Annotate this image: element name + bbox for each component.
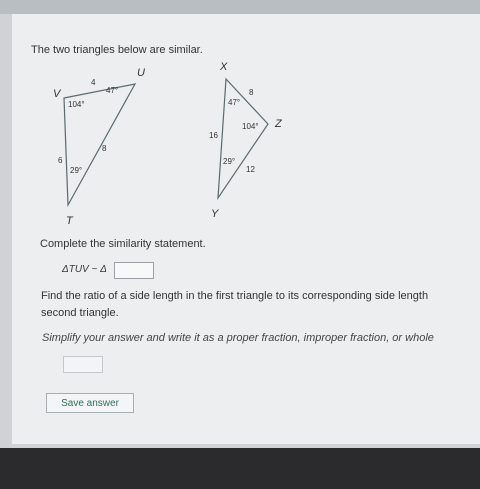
triangle-xyz <box>218 79 268 198</box>
side-yz: 12 <box>246 165 255 174</box>
vertex-t: T <box>66 215 73 227</box>
question-prompt: The two triangles below are similar. <box>31 44 203 56</box>
angle-z: 104° <box>242 122 259 131</box>
vertex-v: V <box>53 88 61 100</box>
angle-u: 47° <box>106 86 119 95</box>
save-answer-button[interactable]: Save answer <box>46 393 134 413</box>
angle-v: 104° <box>68 100 85 109</box>
ratio-instruction-line2: second triangle. <box>41 307 119 319</box>
angle-y: 29° <box>223 157 236 166</box>
angle-x: 47° <box>228 98 241 107</box>
complete-label: Complete the similarity statement. <box>40 238 206 250</box>
vertex-y: Y <box>211 208 219 220</box>
angle-t: 29° <box>70 166 83 175</box>
side-xz: 8 <box>249 88 254 97</box>
vertex-z: Z <box>275 118 282 130</box>
simplify-instruction: Simplify your answer and write it as a proper fraction, improper fraction, or whole <box>42 332 434 344</box>
side-ut: 8 <box>102 144 107 153</box>
side-xy: 16 <box>209 131 218 140</box>
ratio-instruction-line1: Find the ratio of a side length in the first triangle to its corresponding side length <box>41 290 429 302</box>
similarity-statement: ΔTUV ~ Δ <box>62 264 107 275</box>
similarity-answer-input[interactable] <box>114 262 154 279</box>
vertex-x: X <box>220 61 228 73</box>
ratio-answer-input[interactable] <box>63 356 103 373</box>
vertex-u: U <box>137 67 145 79</box>
side-vt: 6 <box>58 156 63 165</box>
side-vu: 4 <box>91 78 96 87</box>
